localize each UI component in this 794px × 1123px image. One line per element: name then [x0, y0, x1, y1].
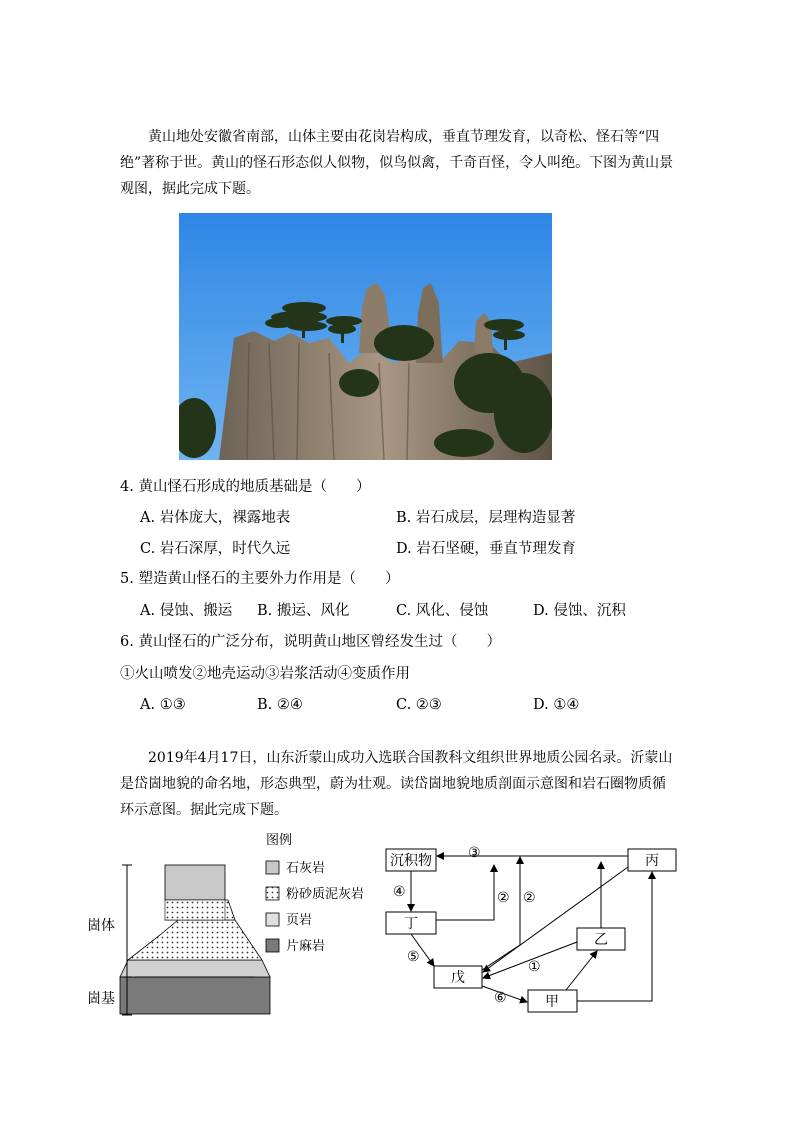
question-5-stem: 5. 塑造黄山怪石的主要外力作用是（ ）	[120, 571, 400, 587]
geology-diagrams	[0, 820, 794, 1020]
legend-shale: 页岩	[286, 913, 313, 928]
label-gu-body: 崮体	[87, 918, 115, 934]
huangshan-photo	[179, 213, 552, 460]
node-ding-label: 丁	[404, 916, 418, 932]
question-6-option-b[interactable]: B. ②④	[257, 697, 303, 713]
question-6-option-a[interactable]: A. ①③	[140, 697, 186, 713]
question-6-option-c[interactable]: C. ②③	[396, 697, 442, 713]
node-yi-label: 乙	[594, 932, 608, 948]
diagrams-area	[0, 820, 794, 1020]
question-4-option-d[interactable]: D. 岩石坚硬，垂直节理发育	[396, 541, 576, 557]
question-4-option-c[interactable]: C. 岩石深厚，时代久远	[140, 541, 291, 557]
daigu-profile-diagram	[87, 833, 364, 1015]
question-4-stem: 4. 黄山怪石形成的地质基础是（ ）	[120, 479, 371, 495]
label-gu-base: 崮基	[87, 991, 115, 1007]
arrow-label-1: ①	[528, 959, 541, 975]
arrow-label-4: ④	[393, 884, 406, 900]
question-5-option-c[interactable]: C. 风化、侵蚀	[396, 603, 489, 619]
question-4-option-a[interactable]: A. 岩体庞大，裸露地表	[140, 510, 291, 526]
legend-siltstone-marl: 粉砂质泥灰岩	[286, 887, 365, 902]
question-5-option-b[interactable]: B. 搬运、风化	[257, 603, 350, 619]
legend-limestone: 石灰岩	[286, 861, 326, 876]
question-6-stem: 6. 黄山怪石的广泛分布，说明黄山地区曾经发生过（ ）	[120, 634, 501, 650]
legend-swatch-shale	[266, 913, 279, 926]
arrow-label-2b: ②	[523, 890, 536, 906]
question-6-option-d[interactable]: D. ①④	[533, 697, 580, 713]
question-6-statements: ①火山喷发②地壳运动③岩浆活动④变质作用	[120, 666, 410, 682]
legend-swatch-siltstone-marl	[266, 887, 279, 900]
legend-swatch-limestone	[266, 861, 279, 874]
arrow-label-6: ⑥	[494, 990, 507, 1006]
node-wu-label: 戊	[451, 970, 465, 986]
arrow-label-5: ⑤	[407, 949, 420, 965]
intro-paragraph-1: 黄山地处安徽省南部，山体主要由花岗岩构成，垂直节理发育，以奇松、怪石等“四绝”著称于世。黄山的怪石形态似人似物，似鸟似禽，千奇百怪，令人叫绝。下图为黄山景观图，据此完成下题。	[120, 129, 674, 197]
node-jia-label: 甲	[545, 994, 559, 1010]
arrow-label-2a: ②	[497, 890, 510, 906]
shale-layer	[120, 960, 270, 977]
legend-gneiss: 片麻岩	[286, 939, 326, 954]
gneiss-layer	[120, 977, 270, 1014]
arrow-label-3: ③	[468, 845, 481, 861]
question-5-option-a[interactable]: A. 侵蚀、搬运	[140, 603, 233, 619]
limestone-layer	[165, 865, 225, 900]
node-sediment-label: 沉积物	[390, 853, 432, 869]
question-5-option-d[interactable]: D. 侵蚀、沉积	[533, 603, 626, 619]
huangshan-landscape-image	[179, 213, 552, 460]
rock-cycle-diagram	[386, 845, 676, 1012]
question-4-option-b[interactable]: B. 岩石成层，层理构造显著	[396, 510, 576, 526]
intro-paragraph-2: 2019年4月17日，山东沂蒙山成功入选联合国教科文组织世界地质公园名录。沂蒙山是岱崮地貌的命名地，形态典型，蔚为壮观。读岱崮地貌地质剖面示意图和岩石圈物质循环示意图。据此完成下题。	[120, 750, 673, 818]
legend-title: 图例	[266, 833, 293, 848]
node-bing-label: 丙	[645, 853, 659, 869]
legend-swatch-gneiss	[266, 939, 279, 952]
siltstone-marl-layer-lower	[128, 920, 262, 960]
